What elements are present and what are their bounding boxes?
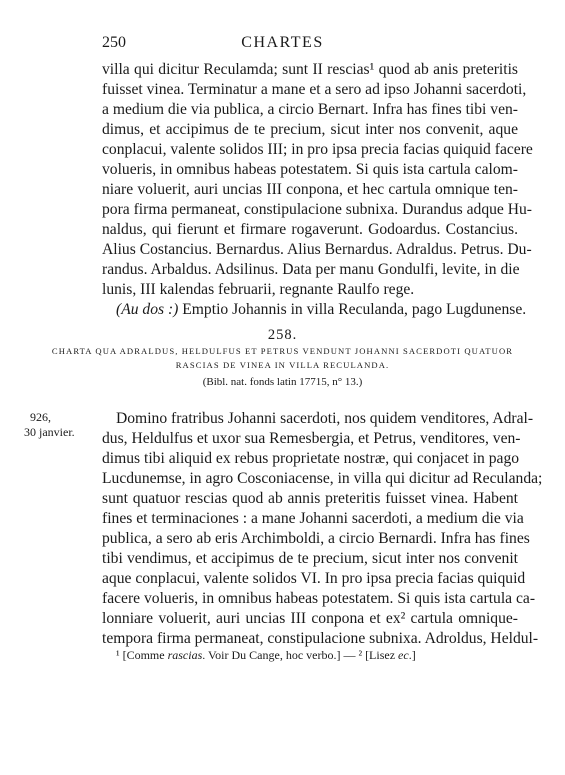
footnote-1-italic: rascias bbox=[167, 648, 203, 662]
charter-line: facere volueris, in omnibus habeas potestatem. Si quis ista cartula ca- bbox=[102, 590, 536, 607]
margin-date: 30 janvier. bbox=[24, 425, 75, 439]
charter-line: lonniare voluerit, auri uncias III conpona et ex² cartula omnique- bbox=[102, 610, 518, 627]
continuation-line: randus. Arbaldus. Adsilinus. Data per manu Gondulfi, levite, in die bbox=[102, 261, 520, 278]
charter-line: dimus tibi aliquid ex rebus proprietate nostræ, qui conjacet in pago bbox=[102, 450, 520, 467]
page-number: 250 bbox=[102, 34, 126, 51]
continuation-line: lunis, III kalendas februarii, regnante Raulfo rege. bbox=[102, 281, 415, 298]
charter-line: tempora firma permaneat, constipulacione subnixa. Adroldus, Heldul- bbox=[102, 630, 539, 647]
charter-line: fines et terminaciones : a mane Johanni sacerdoti, a medium die via bbox=[102, 510, 524, 527]
continuation-line: Alius Costancius. Bernardus. Alius Bernardus. Adraldus. Petrus. Du- bbox=[102, 241, 532, 258]
footnote-1-pre: ¹ [Comme bbox=[116, 648, 168, 662]
running-title: CHARTES bbox=[241, 34, 324, 51]
charter-title-line: RASCIAS DE VINEA IN VILLA RECULANDA. bbox=[175, 360, 390, 370]
bibliography-reference: (Bibl. nat. fonds latin 17715, n° 13.) bbox=[202, 376, 363, 388]
charter-line: dus, Heldulfus et uxor sua Remesbergia, et Petrus, venditores, ven- bbox=[102, 430, 521, 447]
continuation-line: dimus, et accipimus de te precium, sicut inter nos convenit, aque bbox=[102, 121, 518, 138]
continuation-line: pora firma permaneat, constipulacione subnixa. Durandus adque Hu- bbox=[102, 201, 532, 218]
footnotes bbox=[116, 648, 416, 663]
footnote-1-post: . Voir Du Cange, hoc verbo.] — ² [Lisez bbox=[202, 648, 399, 662]
charter-line: tibi vendimus, et accipimus de te precium, sicut inter nos convenit bbox=[102, 550, 518, 567]
continuation-line: naldus, qui fierunt et firmare rogaverunt. Godoardus. Costancius. bbox=[102, 221, 518, 238]
footnote-2-italic: ec bbox=[398, 648, 409, 662]
au-dos-line bbox=[116, 300, 526, 319]
continuation-line: conplacui, valente solidos III; in pro ipsa precia facias quiquid facere bbox=[102, 141, 533, 158]
charter-line: publica, a sero ab eris Archimboldi, a circio Bernardi. Infra has fines bbox=[102, 530, 530, 547]
charter-line: Lucdunemse, in agro Cosconiacense, in villa qui dicitur ad Reculanda; bbox=[102, 470, 543, 487]
charter-line: aque conplacui, valente solidos VI. In pro ipsa precia facias quiquid bbox=[102, 570, 526, 587]
au-dos-text: Emptio Johannis in villa Reculanda, pago Lugdunense. bbox=[182, 301, 527, 318]
continuation-line: fuisset vinea. Terminatur a mane et a sero ad ipso Johanni sacerdoti, bbox=[102, 81, 527, 98]
continuation-line: niare voluerit, auri uncias III conpona, et hec cartula omnique ten- bbox=[102, 181, 518, 198]
charter-line: Domino fratribus Johanni sacerdoti, nos quidem venditores, Adral- bbox=[116, 410, 534, 427]
continuation-line: villa qui dicitur Reculamda; sunt II rescias¹ quod ab anis preteritis bbox=[102, 61, 518, 78]
continuation-line: a medium die via publica, a circio Bernart. Infra has fines tibi ven- bbox=[102, 101, 518, 118]
continuation-line: volueris, in omnibus habeas potestatem. Si quis ista cartula calom- bbox=[102, 161, 518, 178]
charter-title-line: CHARTA QUA ADRALDUS, HELDULFUS ET PETRUS VENDUNT JOHANNI SACERDOTI QUATUOR bbox=[51, 346, 514, 356]
charter-line: sunt quatuor rescias quod ab annis preteritis fuisset vinea. Habent bbox=[102, 490, 518, 507]
margin-year: 926, bbox=[30, 410, 51, 424]
au-dos-label: (Au dos :) bbox=[116, 301, 179, 318]
charter-number: 258. bbox=[267, 327, 298, 343]
footnote-2-post: .] bbox=[408, 648, 416, 662]
